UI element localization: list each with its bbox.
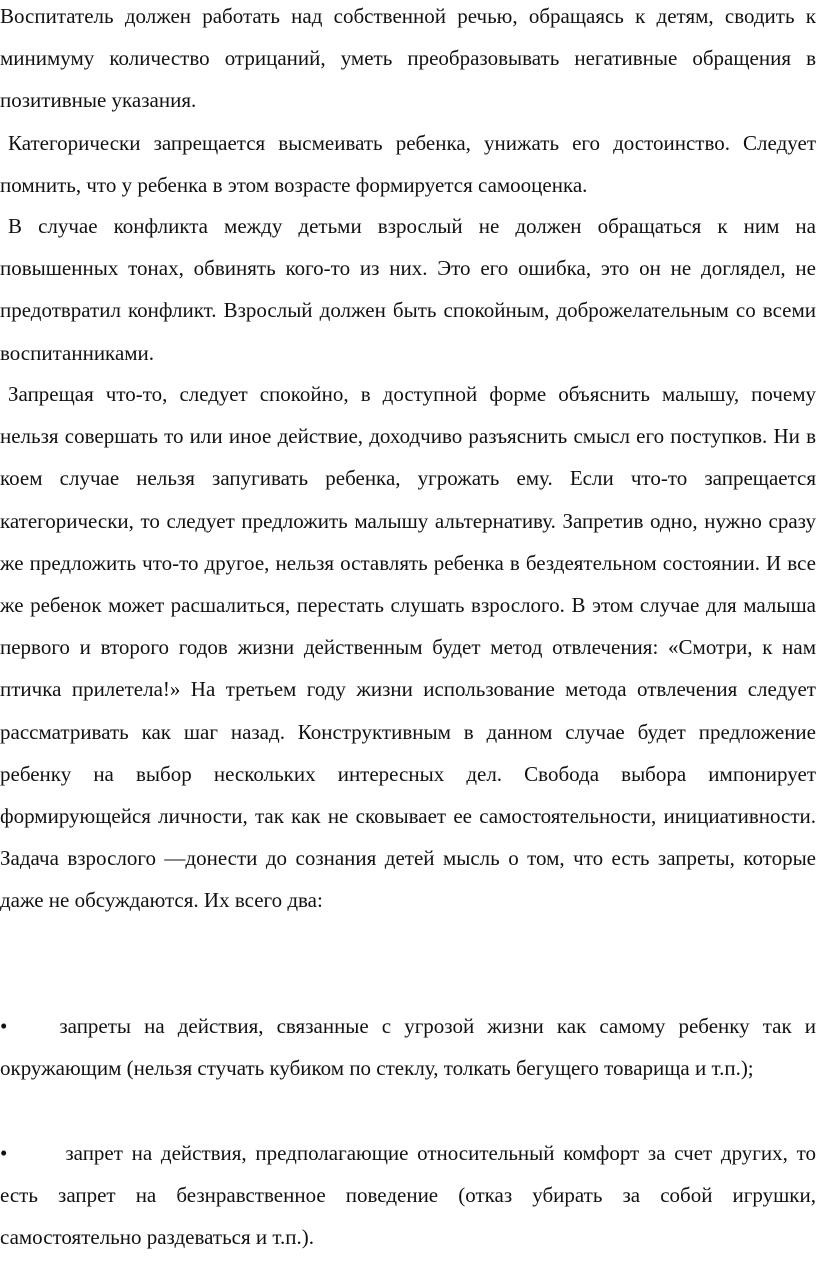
- paragraph-text: В случае конфликта между детьми взрослый не должен обращаться к ним на повышенных тонах, обвинять кого-то из них. Это его ошибка, это он не доглядел, не предотвратил конфликт. Взрослый должен быть спокойным, доброжелательным со всеми воспитанниками.: [0, 214, 816, 365]
- paragraph-text: Воспитатель должен работать над собственной речью, обращаясь к детям, сводить к минимуму количество отрицаний, уметь преобразовывать негативные обращения в позитивные указания.: [0, 4, 816, 113]
- paragraph-conflict: [0, 205, 816, 374]
- bullet-marker: •: [0, 1014, 8, 1038]
- paragraph-text: Запрещая что-то, следует спокойно, в доступной форме объяснить малышу, почему нельзя совершать то или иное действие, доходчиво разъяснить смысл его поступков. Ни в коем случае нельзя запугивать ребенка, угрожать ему. Если что-то запрещается категорически, то следует предложить малышу альтернативу. Запретив одно, нужно сразу же предложить что-то другое, нельзя оставлять ребенка в бездеятельном состоянии. И все же ребенок может расшалиться, перестать слушать взрослого. В этом случае для малыша первого и второго годов жизни действенным будет метод отвлечения: «Смотри, к нам птичка прилетела!» На третьем году жизни использование метода отвлечения следует рассматривать как шаг назад. Конструктивным в данном случае будет предложение ребенку на выбор нескольких интересных дел. Свобода выбора импонирует формирующейся личности, так как не сковывает ее самостоятельности, инициативности. Задача взрослого —донести до сознания детей мысль о том, что есть запреты, которые даже не обсуждаются. Их всего два:: [0, 382, 816, 913]
- paragraph-text: Категорически запрещается высмеивать ребенка, унижать его достоинство. Следует помнить, что у ребенка в этом возрасте формируется самооценка.: [0, 131, 816, 198]
- list-item-text: запреты на действия, связанные с угрозой жизни как самому ребенку так и окружающим (нельзя стучать кубиком по стеклу, толкать бегущего товарища и т.п.);: [0, 1014, 816, 1081]
- list-item: [0, 1132, 816, 1259]
- paragraph-prohibition: [0, 373, 816, 922]
- paragraph-ridicule: [0, 122, 816, 206]
- paragraph-speech: [0, 0, 816, 122]
- bullet-marker: •: [0, 1141, 8, 1165]
- list-item: [0, 1005, 816, 1089]
- list-item-text: запрет на действия, предполагающие относительный комфорт за счет других, то есть запрет на безнравственное поведение (отказ убирать за собой игрушки, самостоятельно раздеваться и т.п.).: [0, 1141, 816, 1250]
